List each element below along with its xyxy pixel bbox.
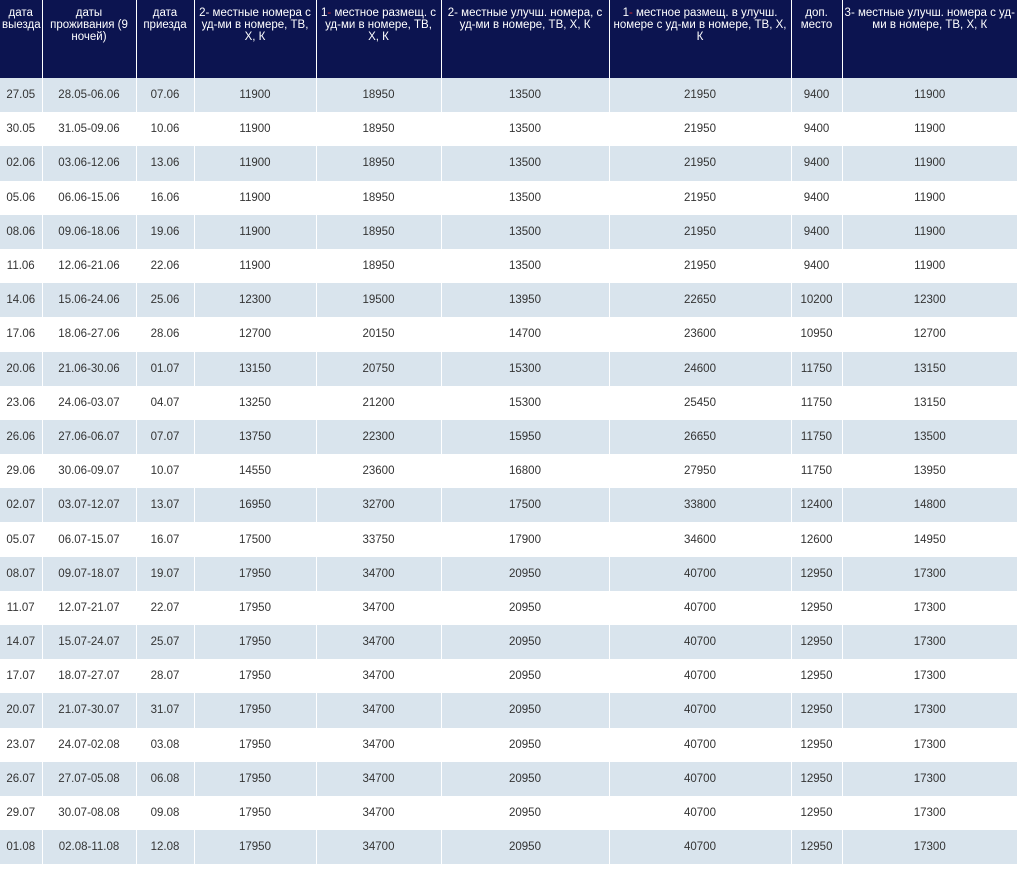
cell-single-occupancy-price: 18950 <box>316 215 441 249</box>
cell-double-room-price: 14550 <box>194 454 316 488</box>
cell-extra-bed-price: 9400 <box>791 78 842 112</box>
cell-single-improved-price: 40700 <box>609 796 791 830</box>
cell-double-room-price: 12700 <box>194 317 316 351</box>
cell-arrival-date: 13.07 <box>136 488 194 522</box>
header-row <box>0 0 1017 78</box>
cell-extra-bed-price: 10950 <box>791 317 842 351</box>
cell-departure-date: 29.07 <box>0 796 42 830</box>
cell-single-occupancy-price: 34700 <box>316 591 441 625</box>
header-triple-improved-room: 3- местные улучш. номера с уд-ми в номере, ТВ, Х, К <box>842 0 1017 78</box>
cell-single-improved-price: 34600 <box>609 522 791 556</box>
table-row <box>0 386 1017 420</box>
cell-departure-date: 30.05 <box>0 112 42 146</box>
cell-single-occupancy-price: 34700 <box>316 830 441 864</box>
cell-stay-dates: 24.07-02.08 <box>42 728 136 762</box>
cell-single-improved-price: 26650 <box>609 420 791 454</box>
cell-double-improved-price: 15950 <box>441 420 609 454</box>
cell-single-occupancy-price: 33750 <box>316 522 441 556</box>
cell-arrival-date: 01.07 <box>136 352 194 386</box>
table-row <box>0 181 1017 215</box>
cell-single-improved-price: 40700 <box>609 557 791 591</box>
table-row <box>0 557 1017 591</box>
cell-stay-dates: 27.07-05.08 <box>42 762 136 796</box>
cell-double-improved-price: 17900 <box>441 522 609 556</box>
cell-extra-bed-price: 9400 <box>791 181 842 215</box>
cell-single-improved-price: 24600 <box>609 352 791 386</box>
cell-double-room-price: 11900 <box>194 78 316 112</box>
cell-departure-date: 20.06 <box>0 352 42 386</box>
header-double-room: 2- местные номера с уд-ми в номере, ТВ, Х, К <box>194 0 316 78</box>
cell-single-improved-price: 40700 <box>609 591 791 625</box>
cell-arrival-date: 13.06 <box>136 146 194 180</box>
cell-double-room-price: 13250 <box>194 386 316 420</box>
table-row <box>0 728 1017 762</box>
table-row <box>0 352 1017 386</box>
cell-stay-dates: 06.06-15.06 <box>42 181 136 215</box>
cell-extra-bed-price: 12400 <box>791 488 842 522</box>
cell-double-improved-price: 13500 <box>441 215 609 249</box>
cell-double-improved-price: 13950 <box>441 283 609 317</box>
cell-arrival-date: 10.06 <box>136 112 194 146</box>
cell-triple-improved-price: 12700 <box>842 317 1017 351</box>
cell-departure-date: 02.06 <box>0 146 42 180</box>
cell-double-room-price: 17950 <box>194 796 316 830</box>
cell-triple-improved-price: 17300 <box>842 796 1017 830</box>
cell-double-room-price: 17500 <box>194 522 316 556</box>
cell-extra-bed-price: 9400 <box>791 215 842 249</box>
cell-departure-date: 27.05 <box>0 78 42 112</box>
cell-extra-bed-price: 12600 <box>791 522 842 556</box>
cell-single-occupancy-price: 18950 <box>316 112 441 146</box>
cell-arrival-date: 22.07 <box>136 591 194 625</box>
cell-double-improved-price: 13500 <box>441 112 609 146</box>
cell-double-improved-price: 13500 <box>441 146 609 180</box>
cell-stay-dates: 15.06-24.06 <box>42 283 136 317</box>
cell-departure-date: 05.07 <box>0 522 42 556</box>
cell-triple-improved-price: 11900 <box>842 249 1017 283</box>
cell-arrival-date: 12.08 <box>136 830 194 864</box>
cell-double-improved-price: 15300 <box>441 352 609 386</box>
cell-single-improved-price: 40700 <box>609 830 791 864</box>
cell-single-improved-price: 21950 <box>609 112 791 146</box>
cell-arrival-date: 09.08 <box>136 796 194 830</box>
cell-stay-dates: 12.07-21.07 <box>42 591 136 625</box>
cell-single-occupancy-price: 18950 <box>316 146 441 180</box>
header-single-improved-occupancy: 1- местное размещ. в улучш. номере с уд-ми в номере, ТВ, Х, К <box>609 0 791 78</box>
cell-double-room-price: 11900 <box>194 215 316 249</box>
cell-stay-dates: 31.05-09.06 <box>42 112 136 146</box>
cell-triple-improved-price: 13950 <box>842 454 1017 488</box>
cell-arrival-date: 04.07 <box>136 386 194 420</box>
header-single-occupancy: 1- местное размещ. с уд-ми в номере, ТВ, Х, К <box>316 0 441 78</box>
cell-extra-bed-price: 12950 <box>791 693 842 727</box>
cell-double-improved-price: 17500 <box>441 488 609 522</box>
cell-single-occupancy-price: 18950 <box>316 181 441 215</box>
cell-double-room-price: 17950 <box>194 830 316 864</box>
cell-double-improved-price: 13500 <box>441 78 609 112</box>
table-row <box>0 693 1017 727</box>
cell-triple-improved-price: 13150 <box>842 386 1017 420</box>
cell-triple-improved-price: 13500 <box>842 420 1017 454</box>
cell-single-improved-price: 21950 <box>609 181 791 215</box>
cell-departure-date: 29.06 <box>0 454 42 488</box>
cell-single-occupancy-price: 34700 <box>316 762 441 796</box>
header-departure-date: дата выезда <box>0 0 42 78</box>
cell-extra-bed-price: 11750 <box>791 386 842 420</box>
table-row <box>0 625 1017 659</box>
cell-arrival-date: 25.06 <box>136 283 194 317</box>
cell-double-improved-price: 20950 <box>441 659 609 693</box>
cell-double-room-price: 11900 <box>194 112 316 146</box>
cell-double-room-price: 11900 <box>194 181 316 215</box>
table-row <box>0 283 1017 317</box>
cell-double-improved-price: 20950 <box>441 762 609 796</box>
cell-single-occupancy-price: 32700 <box>316 488 441 522</box>
cell-arrival-date: 28.06 <box>136 317 194 351</box>
table-row <box>0 830 1017 864</box>
table-row <box>0 420 1017 454</box>
header-stay-dates: даты проживания (9 ночей) <box>42 0 136 78</box>
cell-single-improved-price: 27950 <box>609 454 791 488</box>
cell-triple-improved-price: 17300 <box>842 693 1017 727</box>
cell-triple-improved-price: 17300 <box>842 762 1017 796</box>
cell-departure-date: 26.06 <box>0 420 42 454</box>
cell-stay-dates: 12.06-21.06 <box>42 249 136 283</box>
cell-extra-bed-price: 9400 <box>791 146 842 180</box>
cell-single-improved-price: 25450 <box>609 386 791 420</box>
cell-double-improved-price: 16800 <box>441 454 609 488</box>
table-row <box>0 78 1017 112</box>
cell-single-occupancy-price: 34700 <box>316 796 441 830</box>
cell-single-improved-price: 21950 <box>609 249 791 283</box>
cell-triple-improved-price: 11900 <box>842 78 1017 112</box>
cell-double-room-price: 17950 <box>194 557 316 591</box>
cell-single-improved-price: 40700 <box>609 728 791 762</box>
cell-single-occupancy-price: 34700 <box>316 659 441 693</box>
cell-stay-dates: 18.07-27.07 <box>42 659 136 693</box>
cell-arrival-date: 07.06 <box>136 78 194 112</box>
cell-double-room-price: 17950 <box>194 591 316 625</box>
cell-double-room-price: 17950 <box>194 693 316 727</box>
cell-departure-date: 02.07 <box>0 488 42 522</box>
cell-stay-dates: 21.07-30.07 <box>42 693 136 727</box>
table-row <box>0 762 1017 796</box>
cell-single-occupancy-price: 18950 <box>316 78 441 112</box>
cell-arrival-date: 10.07 <box>136 454 194 488</box>
cell-departure-date: 11.06 <box>0 249 42 283</box>
cell-stay-dates: 09.07-18.07 <box>42 557 136 591</box>
cell-stay-dates: 21.06-30.06 <box>42 352 136 386</box>
cell-departure-date: 01.08 <box>0 830 42 864</box>
cell-arrival-date: 19.07 <box>136 557 194 591</box>
cell-triple-improved-price: 17300 <box>842 591 1017 625</box>
cell-single-improved-price: 40700 <box>609 762 791 796</box>
cell-triple-improved-price: 17300 <box>842 557 1017 591</box>
cell-double-room-price: 13150 <box>194 352 316 386</box>
cell-single-occupancy-price: 34700 <box>316 625 441 659</box>
cell-double-room-price: 11900 <box>194 146 316 180</box>
cell-arrival-date: 22.06 <box>136 249 194 283</box>
cell-single-improved-price: 21950 <box>609 146 791 180</box>
cell-extra-bed-price: 12950 <box>791 728 842 762</box>
cell-single-improved-price: 23600 <box>609 317 791 351</box>
cell-single-occupancy-price: 34700 <box>316 728 441 762</box>
cell-triple-improved-price: 13150 <box>842 352 1017 386</box>
cell-arrival-date: 31.07 <box>136 693 194 727</box>
cell-triple-improved-price: 11900 <box>842 146 1017 180</box>
cell-arrival-date: 03.08 <box>136 728 194 762</box>
cell-double-improved-price: 20950 <box>441 830 609 864</box>
cell-extra-bed-price: 12950 <box>791 557 842 591</box>
header-extra-bed: доп. место <box>791 0 842 78</box>
cell-stay-dates: 03.06-12.06 <box>42 146 136 180</box>
cell-departure-date: 23.07 <box>0 728 42 762</box>
cell-extra-bed-price: 11750 <box>791 420 842 454</box>
cell-triple-improved-price: 11900 <box>842 181 1017 215</box>
cell-double-improved-price: 14700 <box>441 317 609 351</box>
cell-departure-date: 08.06 <box>0 215 42 249</box>
cell-extra-bed-price: 12950 <box>791 830 842 864</box>
cell-double-improved-price: 13500 <box>441 249 609 283</box>
cell-stay-dates: 09.06-18.06 <box>42 215 136 249</box>
table-row <box>0 796 1017 830</box>
table-row <box>0 488 1017 522</box>
cell-double-room-price: 17950 <box>194 625 316 659</box>
cell-double-room-price: 12300 <box>194 283 316 317</box>
cell-single-occupancy-price: 19500 <box>316 283 441 317</box>
cell-single-improved-price: 40700 <box>609 625 791 659</box>
cell-double-improved-price: 20950 <box>441 693 609 727</box>
cell-arrival-date: 16.06 <box>136 181 194 215</box>
cell-single-occupancy-price: 23600 <box>316 454 441 488</box>
cell-stay-dates: 02.08-11.08 <box>42 830 136 864</box>
cell-triple-improved-price: 11900 <box>842 215 1017 249</box>
cell-stay-dates: 30.06-09.07 <box>42 454 136 488</box>
cell-triple-improved-price: 17300 <box>842 659 1017 693</box>
cell-triple-improved-price: 12300 <box>842 283 1017 317</box>
cell-extra-bed-price: 9400 <box>791 249 842 283</box>
cell-triple-improved-price: 14800 <box>842 488 1017 522</box>
cell-double-room-price: 17950 <box>194 762 316 796</box>
cell-arrival-date: 28.07 <box>136 659 194 693</box>
cell-single-improved-price: 40700 <box>609 659 791 693</box>
cell-double-improved-price: 20950 <box>441 557 609 591</box>
table-row <box>0 317 1017 351</box>
table-row <box>0 215 1017 249</box>
cell-departure-date: 23.06 <box>0 386 42 420</box>
cell-double-improved-price: 20950 <box>441 625 609 659</box>
cell-stay-dates: 24.06-03.07 <box>42 386 136 420</box>
cell-stay-dates: 18.06-27.06 <box>42 317 136 351</box>
cell-single-improved-price: 22650 <box>609 283 791 317</box>
cell-double-improved-price: 20950 <box>441 591 609 625</box>
cell-single-occupancy-price: 22300 <box>316 420 441 454</box>
cell-double-improved-price: 15300 <box>441 386 609 420</box>
cell-departure-date: 11.07 <box>0 591 42 625</box>
table-row <box>0 112 1017 146</box>
cell-arrival-date: 06.08 <box>136 762 194 796</box>
cell-single-improved-price: 21950 <box>609 215 791 249</box>
cell-extra-bed-price: 12950 <box>791 625 842 659</box>
cell-triple-improved-price: 14950 <box>842 522 1017 556</box>
cell-departure-date: 17.06 <box>0 317 42 351</box>
cell-single-occupancy-price: 20150 <box>316 317 441 351</box>
table-row <box>0 591 1017 625</box>
cell-departure-date: 08.07 <box>0 557 42 591</box>
cell-departure-date: 14.06 <box>0 283 42 317</box>
cell-arrival-date: 16.07 <box>136 522 194 556</box>
cell-triple-improved-price: 17300 <box>842 728 1017 762</box>
cell-single-occupancy-price: 34700 <box>316 557 441 591</box>
cell-single-occupancy-price: 18950 <box>316 249 441 283</box>
cell-departure-date: 05.06 <box>0 181 42 215</box>
cell-extra-bed-price: 9400 <box>791 112 842 146</box>
table-row <box>0 249 1017 283</box>
table-row <box>0 522 1017 556</box>
cell-single-occupancy-price: 20750 <box>316 352 441 386</box>
cell-double-room-price: 17950 <box>194 728 316 762</box>
cell-departure-date: 26.07 <box>0 762 42 796</box>
cell-stay-dates: 15.07-24.07 <box>42 625 136 659</box>
cell-extra-bed-price: 12950 <box>791 796 842 830</box>
cell-extra-bed-price: 12950 <box>791 591 842 625</box>
cell-single-occupancy-price: 21200 <box>316 386 441 420</box>
cell-single-improved-price: 33800 <box>609 488 791 522</box>
cell-departure-date: 20.07 <box>0 693 42 727</box>
cell-triple-improved-price: 17300 <box>842 625 1017 659</box>
cell-stay-dates: 30.07-08.08 <box>42 796 136 830</box>
cell-single-improved-price: 21950 <box>609 78 791 112</box>
cell-double-improved-price: 20950 <box>441 728 609 762</box>
cell-double-room-price: 16950 <box>194 488 316 522</box>
table-row <box>0 146 1017 180</box>
cell-extra-bed-price: 12950 <box>791 762 842 796</box>
cell-arrival-date: 07.07 <box>136 420 194 454</box>
header-double-improved-room: 2- местные улучш. номера, с уд-ми в номере, ТВ, Х, К <box>441 0 609 78</box>
cell-stay-dates: 28.05-06.06 <box>42 78 136 112</box>
cell-extra-bed-price: 12950 <box>791 659 842 693</box>
cell-extra-bed-price: 10200 <box>791 283 842 317</box>
cell-double-room-price: 11900 <box>194 249 316 283</box>
cell-triple-improved-price: 11900 <box>842 112 1017 146</box>
header-arrival-date: дата приезда <box>136 0 194 78</box>
cell-triple-improved-price: 17300 <box>842 830 1017 864</box>
table-row <box>0 454 1017 488</box>
cell-arrival-date: 25.07 <box>136 625 194 659</box>
table-row <box>0 659 1017 693</box>
cell-extra-bed-price: 11750 <box>791 454 842 488</box>
cell-double-improved-price: 13500 <box>441 181 609 215</box>
cell-double-improved-price: 20950 <box>441 796 609 830</box>
cell-single-improved-price: 40700 <box>609 693 791 727</box>
cell-double-room-price: 17950 <box>194 659 316 693</box>
cell-single-occupancy-price: 34700 <box>316 693 441 727</box>
cell-stay-dates: 06.07-15.07 <box>42 522 136 556</box>
cell-stay-dates: 03.07-12.07 <box>42 488 136 522</box>
cell-stay-dates: 27.06-06.07 <box>42 420 136 454</box>
cell-arrival-date: 19.06 <box>136 215 194 249</box>
cell-extra-bed-price: 11750 <box>791 352 842 386</box>
cell-departure-date: 14.07 <box>0 625 42 659</box>
cell-departure-date: 17.07 <box>0 659 42 693</box>
cell-double-room-price: 13750 <box>194 420 316 454</box>
